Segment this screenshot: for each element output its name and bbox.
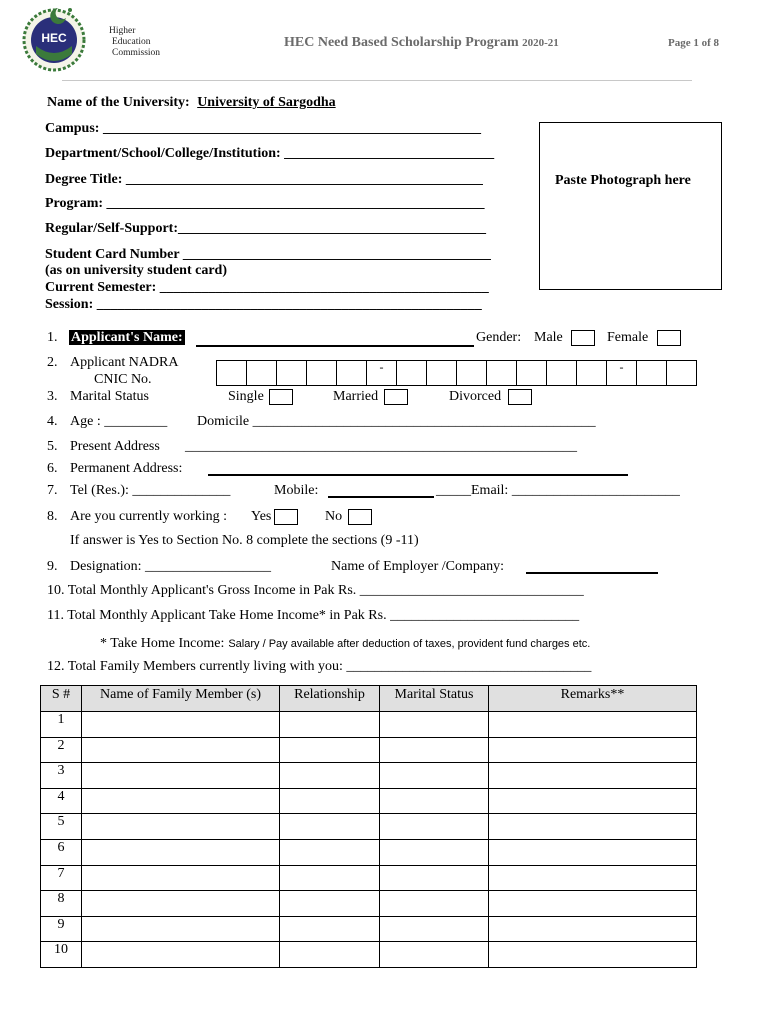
- page-title: [284, 35, 559, 51]
- applicant-name-row: [69, 330, 185, 346]
- cnic-digit[interactable]: [217, 361, 247, 386]
- single-label: Single: [228, 389, 264, 404]
- degree-field[interactable]: Degree Title: ___________________________________________________: [45, 172, 483, 187]
- member-name-cell[interactable]: [82, 942, 280, 968]
- member-name-cell[interactable]: [82, 788, 280, 814]
- divorced-checkbox[interactable]: [508, 389, 532, 405]
- mobile-label: Mobile:: [274, 483, 319, 498]
- cnic-dash: -: [379, 360, 384, 374]
- org-name-line-1: Higher: [109, 26, 136, 36]
- org-name-line-3: Commission: [112, 48, 161, 58]
- marital-status-cell[interactable]: [380, 916, 489, 942]
- header-divider: [62, 80, 692, 81]
- col-header-relationship: Relationship: [280, 686, 380, 712]
- take-home-note: [100, 634, 590, 652]
- cnic-digit[interactable]: [307, 361, 337, 386]
- marital-status-cell[interactable]: [380, 942, 489, 968]
- cnic-label-line2: CNIC No.: [94, 372, 152, 387]
- member-name-cell[interactable]: [82, 865, 280, 891]
- present-address-input[interactable]: ________________________________________________________: [185, 439, 577, 454]
- working-label: Are you currently working :: [70, 509, 228, 524]
- table-row: [41, 891, 697, 917]
- q8-number: 8.: [47, 509, 58, 524]
- relationship-cell[interactable]: [280, 788, 380, 814]
- cnic-label-line1: Applicant NADRA: [70, 355, 179, 370]
- family-members-table: [40, 685, 697, 968]
- col-header-marital-status: Marital Status: [380, 686, 489, 712]
- member-name-cell[interactable]: [82, 763, 280, 789]
- working-instruction: If answer is Yes to Section No. 8 complete the sections (9 -11): [70, 533, 419, 548]
- q3-number: 3.: [47, 389, 58, 404]
- remarks-cell[interactable]: [489, 788, 697, 814]
- row-number: 7: [41, 865, 82, 891]
- marital-status-cell[interactable]: [380, 814, 489, 840]
- applicant-name-label: Applicant's Name:: [71, 330, 183, 345]
- age-field[interactable]: Age : _________: [70, 414, 168, 429]
- female-label: Female: [607, 330, 649, 345]
- tel-field[interactable]: Tel (Res.): ______________: [70, 483, 231, 498]
- row-number: 4: [41, 788, 82, 814]
- cnic-digit[interactable]: [517, 361, 547, 386]
- table-row: [41, 814, 697, 840]
- member-name-cell[interactable]: [82, 712, 280, 738]
- marital-status-cell[interactable]: [380, 788, 489, 814]
- q4-number: 4.: [47, 414, 58, 429]
- department-field[interactable]: Department/School/College/Institution: ______________________________: [45, 146, 495, 161]
- university-value[interactable]: University of Sargodha: [197, 95, 336, 110]
- family-members-field[interactable]: Total Family Members currently living with you: ___________________________________: [67, 659, 592, 674]
- member-name-cell[interactable]: [82, 916, 280, 942]
- title-year: 2020-21: [522, 37, 559, 49]
- female-checkbox[interactable]: [657, 330, 681, 346]
- relationship-cell[interactable]: [280, 839, 380, 865]
- member-name-cell[interactable]: [82, 814, 280, 840]
- relationship-cell[interactable]: [280, 712, 380, 738]
- q9-number: 9.: [47, 559, 58, 574]
- member-name-cell[interactable]: [82, 891, 280, 917]
- row-number: 10: [41, 942, 82, 968]
- remarks-cell[interactable]: [489, 916, 697, 942]
- campus-field[interactable]: Campus: ______________________________________________________: [45, 121, 481, 136]
- employer-label: Name of Employer /Company:: [331, 559, 505, 574]
- hec-logo: [18, 2, 90, 74]
- divorced-label: Divorced: [449, 389, 502, 404]
- working-yes-checkbox[interactable]: [274, 509, 298, 525]
- row-number: 1: [41, 712, 82, 738]
- working-yes-label: Yes: [251, 509, 272, 524]
- q11-number: 11.: [47, 608, 64, 623]
- col-header-sno: S #: [41, 686, 82, 712]
- university-row: [47, 95, 336, 111]
- session-field[interactable]: Session: _______________________________________________________: [45, 297, 482, 312]
- marital-status-label: Marital Status: [70, 389, 149, 404]
- q10-row: [47, 583, 584, 599]
- working-no-checkbox[interactable]: [348, 509, 372, 525]
- marital-status-cell[interactable]: [380, 763, 489, 789]
- q12-number: 12.: [47, 659, 65, 674]
- remarks-cell[interactable]: [489, 839, 697, 865]
- table-row: [41, 839, 697, 865]
- cnic-digit[interactable]: [457, 361, 487, 386]
- cnic-digit[interactable]: [577, 361, 607, 386]
- remarks-cell[interactable]: [489, 814, 697, 840]
- employer-input[interactable]: [526, 572, 658, 574]
- single-checkbox[interactable]: [269, 389, 293, 405]
- married-checkbox[interactable]: [384, 389, 408, 405]
- cnic-digit[interactable]: [547, 361, 577, 386]
- university-label: Name of the University:: [47, 95, 190, 110]
- male-checkbox[interactable]: [571, 330, 595, 346]
- table-row: [41, 865, 697, 891]
- marital-status-cell[interactable]: [380, 737, 489, 763]
- relationship-cell[interactable]: [280, 916, 380, 942]
- table-row: [41, 788, 697, 814]
- married-label: Married: [333, 389, 379, 404]
- table-row: [41, 763, 697, 789]
- email-field[interactable]: _____Email: ________________________: [436, 483, 680, 498]
- page-number: Page 1 of 8: [668, 37, 720, 49]
- q10-number: 10.: [47, 583, 65, 598]
- q12-row: [47, 659, 591, 675]
- cnic-digit[interactable]: [277, 361, 307, 386]
- row-number: 5: [41, 814, 82, 840]
- take-home-income-field[interactable]: Total Monthly Applicant Take Home Income* in Pak Rs. ___________________________: [67, 608, 580, 623]
- relationship-cell[interactable]: [280, 891, 380, 917]
- col-header-name: Name of Family Member (s): [82, 686, 280, 712]
- program-field[interactable]: Program: ______________________________________________________: [45, 196, 485, 211]
- gross-income-field[interactable]: Total Monthly Applicant's Gross Income in Pak Rs. ________________________________: [67, 583, 584, 598]
- cnic-digit[interactable]: [637, 361, 667, 386]
- table-row: [41, 942, 697, 968]
- male-label: Male: [534, 330, 563, 345]
- q2-number: 2.: [47, 355, 58, 370]
- applicant-name-input[interactable]: [196, 345, 474, 347]
- relationship-cell[interactable]: [280, 942, 380, 968]
- cnic-separator: [607, 361, 637, 386]
- relationship-cell[interactable]: [280, 737, 380, 763]
- title-text: HEC Need Based Scholarship Program: [284, 35, 519, 50]
- photo-label: Paste Photograph here: [555, 173, 691, 188]
- cnic-digit[interactable]: [487, 361, 517, 386]
- cnic-dash: -: [619, 360, 624, 374]
- remarks-cell[interactable]: [489, 712, 697, 738]
- col-header-remarks: Remarks**: [489, 686, 697, 712]
- table-header-row: [41, 686, 697, 712]
- table-row: [41, 737, 697, 763]
- row-number: 3: [41, 763, 82, 789]
- take-home-note-head: * Take Home Income:: [100, 636, 225, 651]
- relationship-cell[interactable]: [280, 865, 380, 891]
- present-address-label: Present Address: [70, 439, 160, 454]
- q5-number: 5.: [47, 439, 58, 454]
- permanent-address-label: Permanent Address:: [70, 461, 183, 476]
- marital-status-cell[interactable]: [380, 865, 489, 891]
- permanent-address-input[interactable]: [208, 474, 628, 476]
- q7-number: 7.: [47, 483, 58, 498]
- semester-field[interactable]: Current Semester: _______________________________________________: [45, 280, 489, 295]
- row-number: 9: [41, 916, 82, 942]
- cnic-digit[interactable]: [397, 361, 427, 386]
- q11-row: [47, 608, 579, 624]
- row-number: 6: [41, 839, 82, 865]
- remarks-cell[interactable]: [489, 891, 697, 917]
- table-row: [41, 916, 697, 942]
- gender-label: Gender:: [476, 330, 522, 345]
- q6-number: 6.: [47, 461, 58, 476]
- student-card-note: (as on university student card): [45, 263, 228, 278]
- q1-number: 1.: [47, 330, 58, 345]
- marital-status-cell[interactable]: [380, 839, 489, 865]
- cnic-digit[interactable]: [247, 361, 277, 386]
- row-number: 2: [41, 737, 82, 763]
- cnic-digit[interactable]: [427, 361, 457, 386]
- designation-field[interactable]: Designation: __________________: [70, 559, 272, 574]
- photo-box[interactable]: [539, 122, 722, 290]
- logo-text: HEC: [41, 31, 67, 45]
- org-name-line-2: Education: [112, 37, 151, 47]
- regular-field[interactable]: Regular/Self-Support:____________________________________________: [45, 221, 486, 236]
- row-number: 8: [41, 891, 82, 917]
- domicile-field[interactable]: Domicile _________________________________________________: [197, 414, 596, 429]
- remarks-cell[interactable]: [489, 865, 697, 891]
- relationship-cell[interactable]: [280, 814, 380, 840]
- student-card-field[interactable]: Student Card Number ____________________________________________: [45, 247, 491, 262]
- member-name-cell[interactable]: [82, 737, 280, 763]
- cnic-input-grid[interactable]: [216, 360, 697, 386]
- mobile-input[interactable]: [328, 496, 434, 498]
- remarks-cell[interactable]: [489, 942, 697, 968]
- remarks-cell[interactable]: [489, 763, 697, 789]
- cnic-separator: [367, 361, 397, 386]
- member-name-cell[interactable]: [82, 839, 280, 865]
- cnic-digit[interactable]: [667, 361, 697, 386]
- marital-status-cell[interactable]: [380, 891, 489, 917]
- remarks-cell[interactable]: [489, 737, 697, 763]
- table-row: [41, 712, 697, 738]
- relationship-cell[interactable]: [280, 763, 380, 789]
- working-no-label: No: [325, 509, 343, 524]
- take-home-note-text: Salary / Pay available after deduction of taxes, provident fund charges etc.: [228, 638, 591, 650]
- cnic-digit[interactable]: [337, 361, 367, 386]
- marital-status-cell[interactable]: [380, 712, 489, 738]
